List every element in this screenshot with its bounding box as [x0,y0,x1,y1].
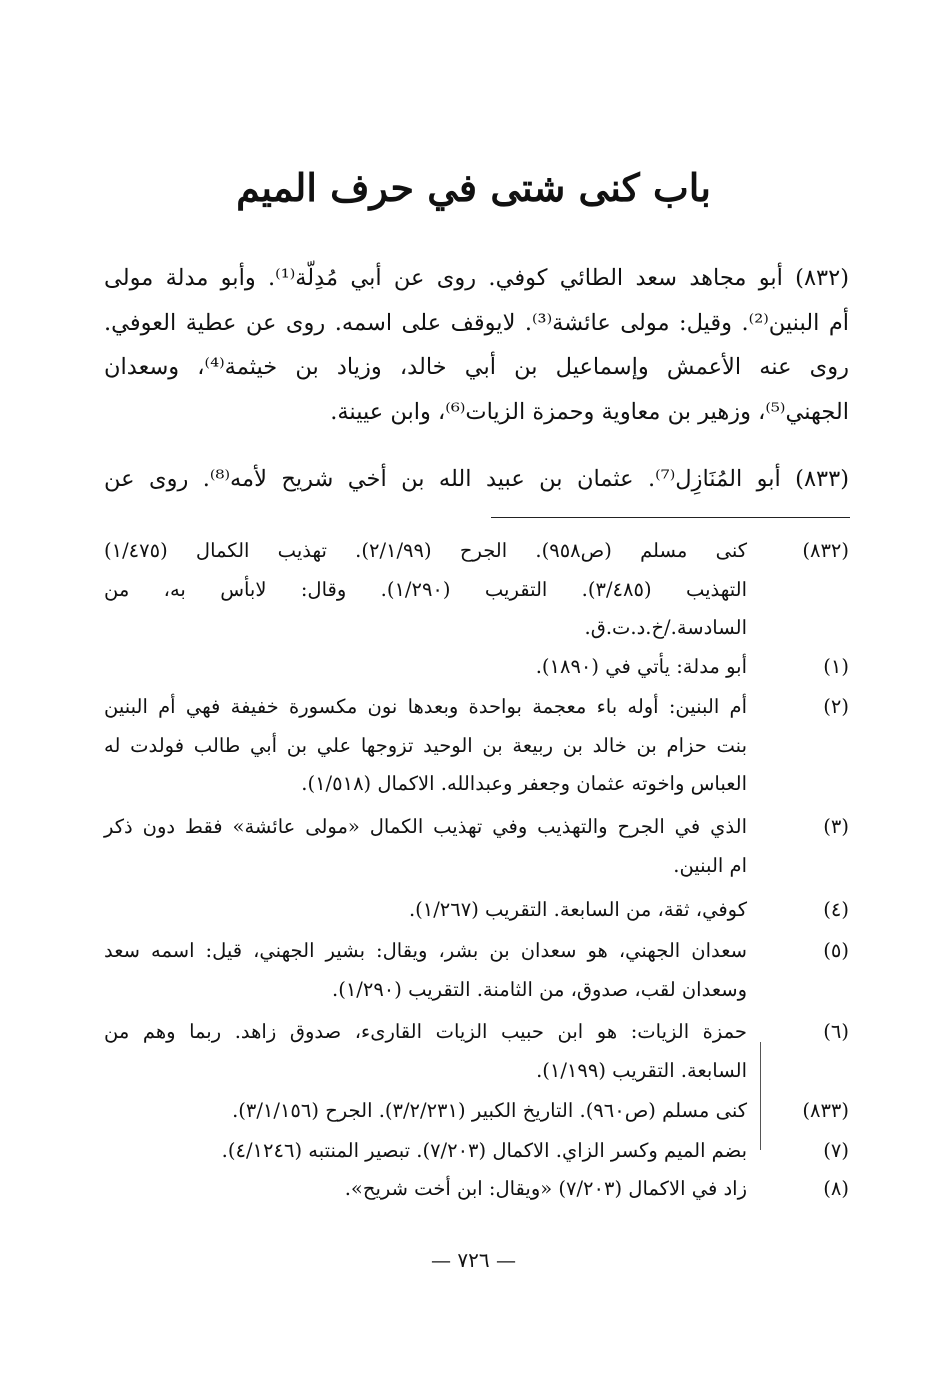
footnote-number: (٨) [823,1177,849,1200]
footnote-line: بضم الميم وكسر الزاي. الاكمال (٧/٢٠٣). تبصير المنتبه (٤/١٢٤٦). [221,1139,747,1162]
footnote-line: كنى مسلم (ص٩٦٠). التاريخ الكبير (٣/٢/٢٣١). الجرح (٣/١/١٥٦). [232,1099,747,1122]
footnote-line: التهذيب (٣/٤٨٥). التقريب (١/٢٩٠). وقال: لابأس به، من [104,577,747,601]
footnote-line: الذي في الجرح والتهذيب وفي تهذيب الكمال «مولى عائشة» فقط دون ذكر [104,815,747,838]
footnote-number: (٧) [823,1139,849,1162]
footnote-line: كوفي، ثقة، من السابعة. التقريب (١/٢٦٧). [408,898,747,921]
footnote-832 [104,532,849,648]
footnote-separator [491,517,850,518]
footnote-line: أبو مدلة: يأتي في (١٨٩٠). [535,655,747,678]
footnote-number: (٨٣٣) [802,1099,849,1122]
footnote-2 [104,688,849,804]
footnote-line: وسعدان لقب، صدوق، من الثامنة. التقريب (١/٢٩٠). [332,977,747,1001]
footnote-line: سعدان الجهني، هو سعدان بن بشر، ويقال: بشير الجهني، قيل: اسمه سعد [104,939,747,962]
entry-832-line: الجهني⁽⁵⁾، وزهير بن معاوية وحمزة الزيات⁽⁶⁾، وابن عيينة. [330,398,849,425]
footnote-line: أم البنين: أوله باء معجمة بواحدة وبعدها نون مكسورة خفيفة فهي أم البنين [104,695,747,718]
footnote-number: (١) [823,655,849,678]
footnote-line: العباس واخوته عثمان وجعفر وعبدالله. الاكمال (١/٥١٨). [301,772,747,795]
footnote-number: (٢) [823,695,849,718]
entry-832-line: روى عنه الأعمش وإسماعيل بن أبي خالد، وزياد بن خيثمة⁽⁴⁾، وسعدان [104,354,849,380]
footnote-8 [104,1170,849,1210]
page-number: — ٧٢٦ — [431,1248,516,1272]
entry-833-line: (٨٣٣) أبو المُنَازِل⁽⁷⁾. عثمان بن عبيد الله بن أخي شريح لأمه⁽⁸⁾. روى عن [104,466,849,492]
footnote-number: (٤) [823,898,849,921]
footnote-line: زاد في الاكمال (٧/٢٠٣) «ويقال: ابن أخت شريح». [344,1177,747,1200]
footnote-line: ام البنين. [673,853,747,877]
entry-832-paragraph [104,256,849,434]
footnote-4 [104,891,849,931]
footnote-3 [104,808,849,886]
footnote-number: (٥) [823,939,849,962]
entry-832-line: أم البنين⁽²⁾. وقيل: مولى عائشة⁽³⁾. لايوقف على اسمه. روى عن عطية العوفي. [104,309,849,336]
footnote-line: كنى مسلم (ص٩٥٨). الجرح (٢/١/٩٩). تهذيب الكمال (١/٤٧٥) [104,539,748,562]
chapter-title: باب كنى شتى في حرف الميم [236,165,711,210]
footnote-line: السابعة. التقريب (١/١٩٩). [536,1058,747,1082]
footnote-833 [104,1092,849,1132]
entry-833-paragraph [104,457,849,502]
footnote-6 [104,1013,849,1091]
footnote-line: بنت حزام بن خالد بن ربيعة بن الوحيد تزوجها علي بن أبي طالب فولدت له [104,733,747,757]
footnote-7 [104,1132,849,1172]
footnote-number: (٦) [823,1020,849,1043]
footnote-5 [104,932,849,1010]
footnote-number: (٣) [823,815,849,838]
footnote-line: السادسة./خ.د.ت.ق. [584,616,747,639]
footnote-1 [104,648,849,688]
footnote-number: (٨٣٢) [802,539,849,562]
footnote-line: حمزة الزيات: هو ابن حبيب الزيات القارىء، صدوق زاهد. ربما وهم من [104,1020,747,1043]
entry-832-line: (٨٣٢) أبو مجاهد سعد الطائي كوفي. روى عن أبي مُدِلّة⁽¹⁾. وأبو مدلة مولى [104,265,850,291]
